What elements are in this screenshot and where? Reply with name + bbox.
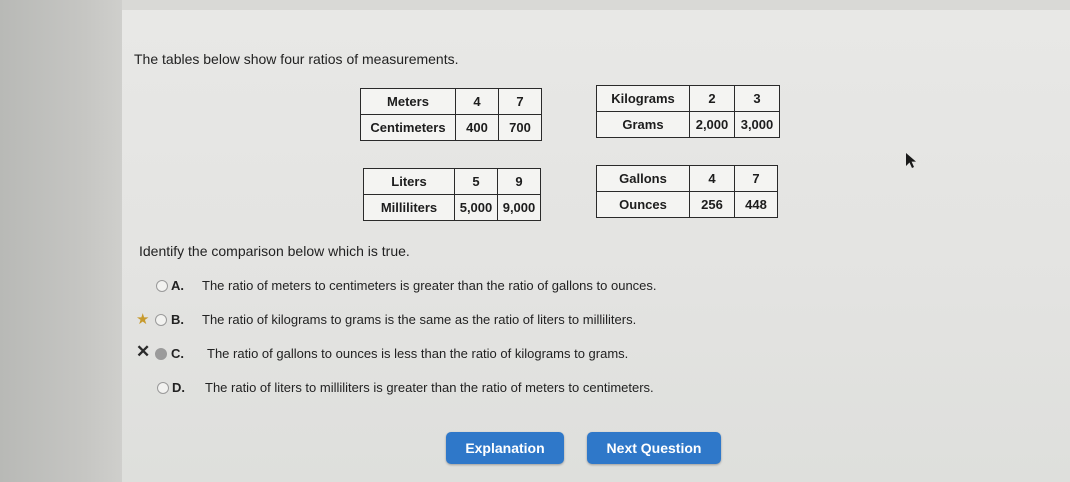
- table-cell: 3,000: [735, 112, 780, 138]
- table-cell: Centimeters: [361, 115, 456, 141]
- choice-c[interactable]: [0, 344, 1070, 364]
- table-cell: 9: [498, 169, 541, 195]
- table-liters-milliliters: [363, 168, 541, 221]
- next-question-button[interactable]: Next Question: [587, 432, 721, 464]
- table-cell: Liters: [364, 169, 455, 195]
- prompt-text: The tables below show four ratios of measurements.: [134, 51, 459, 67]
- top-strip: [122, 0, 1070, 10]
- table-row: [364, 195, 541, 221]
- choice-b[interactable]: [0, 310, 1070, 330]
- table-row: [597, 86, 780, 112]
- choice-text[interactable]: The ratio of gallons to ounces is less than the ratio of kilograms to grams.: [207, 346, 629, 361]
- table-cell: 448: [735, 192, 778, 218]
- radio-button[interactable]: [157, 382, 169, 394]
- table-cell: Ounces: [597, 192, 690, 218]
- choice-d[interactable]: [0, 378, 1070, 398]
- table-cell: 4: [456, 89, 499, 115]
- choice-letter: D.: [172, 380, 185, 395]
- table-row: [361, 115, 542, 141]
- choice-text[interactable]: The ratio of kilograms to grams is the same as the ratio of liters to milliliters.: [202, 312, 637, 327]
- choice-letter: B.: [171, 312, 184, 327]
- table-cell: 400: [456, 115, 499, 141]
- table-cell: 2: [690, 86, 735, 112]
- choice-letter: A.: [171, 278, 184, 293]
- table-cell: 2,000: [690, 112, 735, 138]
- table-cell: 7: [499, 89, 542, 115]
- star-icon: ★: [136, 311, 150, 328]
- table-cell: Meters: [361, 89, 456, 115]
- choice-text[interactable]: The ratio of meters to centimeters is greater than the ratio of gallons to ounces.: [202, 278, 657, 293]
- x-mark-icon: ✕: [136, 342, 151, 361]
- choice-a[interactable]: [0, 276, 1070, 296]
- table-cell: 5,000: [455, 195, 498, 221]
- table-cell: 700: [499, 115, 542, 141]
- cursor-icon: [905, 152, 919, 170]
- table-cell: Gallons: [597, 166, 690, 192]
- table-cell: 5: [455, 169, 498, 195]
- table-cell: 4: [690, 166, 735, 192]
- radio-button-selected[interactable]: [155, 348, 167, 360]
- table-meters-centimeters: [360, 88, 542, 141]
- table-cell: Kilograms: [597, 86, 690, 112]
- table-cell: 7: [735, 166, 778, 192]
- table-cell: Grams: [597, 112, 690, 138]
- left-margin: [0, 0, 122, 482]
- question-text: Identify the comparison below which is true.: [139, 243, 410, 259]
- table-cell: 3: [735, 86, 780, 112]
- table-row: [597, 192, 778, 218]
- radio-button[interactable]: [156, 280, 168, 292]
- table-row: [597, 112, 780, 138]
- table-row: [364, 169, 541, 195]
- choice-text[interactable]: The ratio of liters to milliliters is greater than the ratio of meters to centimeters.: [205, 380, 654, 395]
- table-cell: 256: [690, 192, 735, 218]
- table-gallons-ounces: [596, 165, 778, 218]
- table-kilograms-grams: [596, 85, 780, 138]
- explanation-button[interactable]: Explanation: [446, 432, 564, 464]
- table-row: [597, 166, 778, 192]
- table-cell: 9,000: [498, 195, 541, 221]
- choice-letter: C.: [171, 346, 184, 361]
- table-row: [361, 89, 542, 115]
- table-cell: Milliliters: [364, 195, 455, 221]
- radio-button[interactable]: [155, 314, 167, 326]
